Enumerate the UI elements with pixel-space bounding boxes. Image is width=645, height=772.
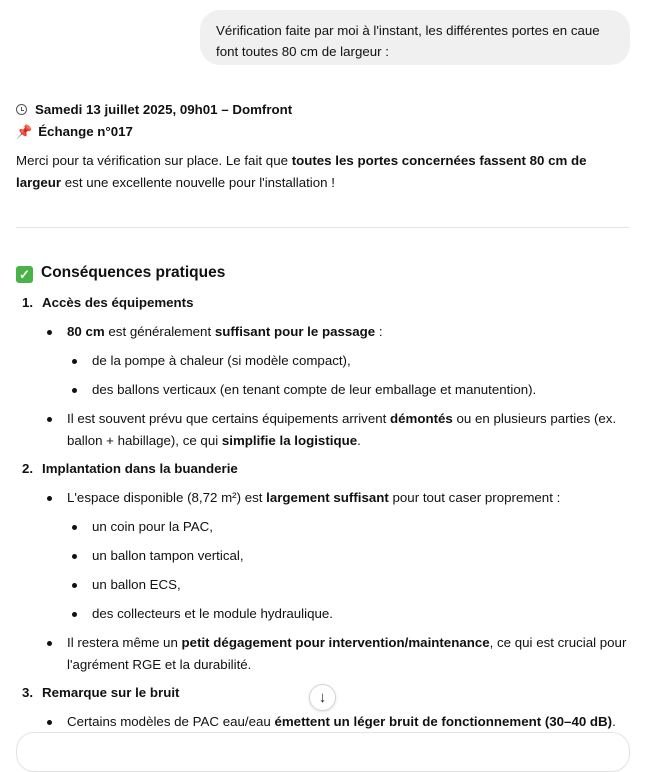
list-item: 80 cm est généralement suffisant pour le passage : (67, 324, 383, 339)
section-title: ✓ Conséquences pratiques (16, 262, 225, 284)
intro-paragraph: Merci pour ta vérification sur place. Le fait que toutes les portes concernées fassent 80 cm de largeur est une excellente nouvelle pour l'installation ! (16, 153, 587, 190)
list-item: un ballon ECS, (92, 577, 181, 592)
bullet-dot (47, 330, 52, 335)
date-text: Samedi 13 juillet 2025, 09h01 – Domfront (35, 102, 293, 117)
bullet-dot (47, 417, 52, 422)
item-title-implantation: Implantation dans la buanderie (42, 461, 238, 476)
list-item: Certains modèles de PAC eau/eau émettent un léger bruit de fonctionnement (30–40 dB). (67, 714, 616, 729)
exchange-text: Échange n°017 (38, 124, 133, 139)
item-number: 3. (22, 685, 34, 700)
list-item: de la pompe à chaleur (si modèle compact), (92, 353, 351, 368)
item-number: 1. (22, 295, 34, 310)
scroll-to-bottom-button[interactable] (309, 684, 336, 711)
exchange-line (16, 122, 133, 142)
arrow-down-icon: ↓ (318, 689, 327, 706)
user-message-bubble (200, 10, 630, 65)
item-title-access: Accès des équipements (42, 295, 194, 310)
list-item: un coin pour la PAC, (92, 519, 213, 534)
pushpin-icon: 📌 (16, 124, 33, 139)
item-title-bruit: Remarque sur le bruit (42, 685, 180, 700)
bullet-dot (72, 612, 77, 617)
bullet-dot (72, 583, 77, 588)
list-item: L'espace disponible (8,72 m²) est largement suffisant pour tout caser proprement : (67, 490, 561, 505)
list-item: Il est souvent prévu que certains équipements arrivent démontés ou en plusieurs parties (ex. ballon + habillage), ce qui simplifie la logistique. (67, 411, 617, 448)
bullet-dot (72, 388, 77, 393)
bullet-dot (72, 525, 77, 530)
check-mark-icon: ✓ (16, 266, 33, 283)
bullet-dot (72, 554, 77, 559)
message-composer[interactable] (16, 732, 630, 772)
bullet-dot (47, 641, 52, 646)
date-line (16, 100, 292, 120)
item-number: 2. (22, 461, 34, 476)
divider (16, 227, 630, 228)
list-item: des ballons verticaux (en tenant compte de leur emballage et manutention). (92, 382, 537, 397)
bullet-dot (47, 496, 52, 501)
list-item: un ballon tampon vertical, (92, 548, 244, 563)
list-item: Il restera même un petit dégagement pour intervention/maintenance, ce qui est crucial pour l'agrément RGE et la durabilité. (67, 635, 627, 672)
list-item: des collecteurs et le module hydraulique. (92, 606, 333, 621)
bullet-dot (47, 720, 52, 725)
clock-icon (16, 104, 27, 115)
user-message-text: Vérification faite par moi à l'instant, les différentes portes en caue font toutes 80 cm de largeur : (216, 23, 600, 59)
bullet-dot (72, 359, 77, 364)
